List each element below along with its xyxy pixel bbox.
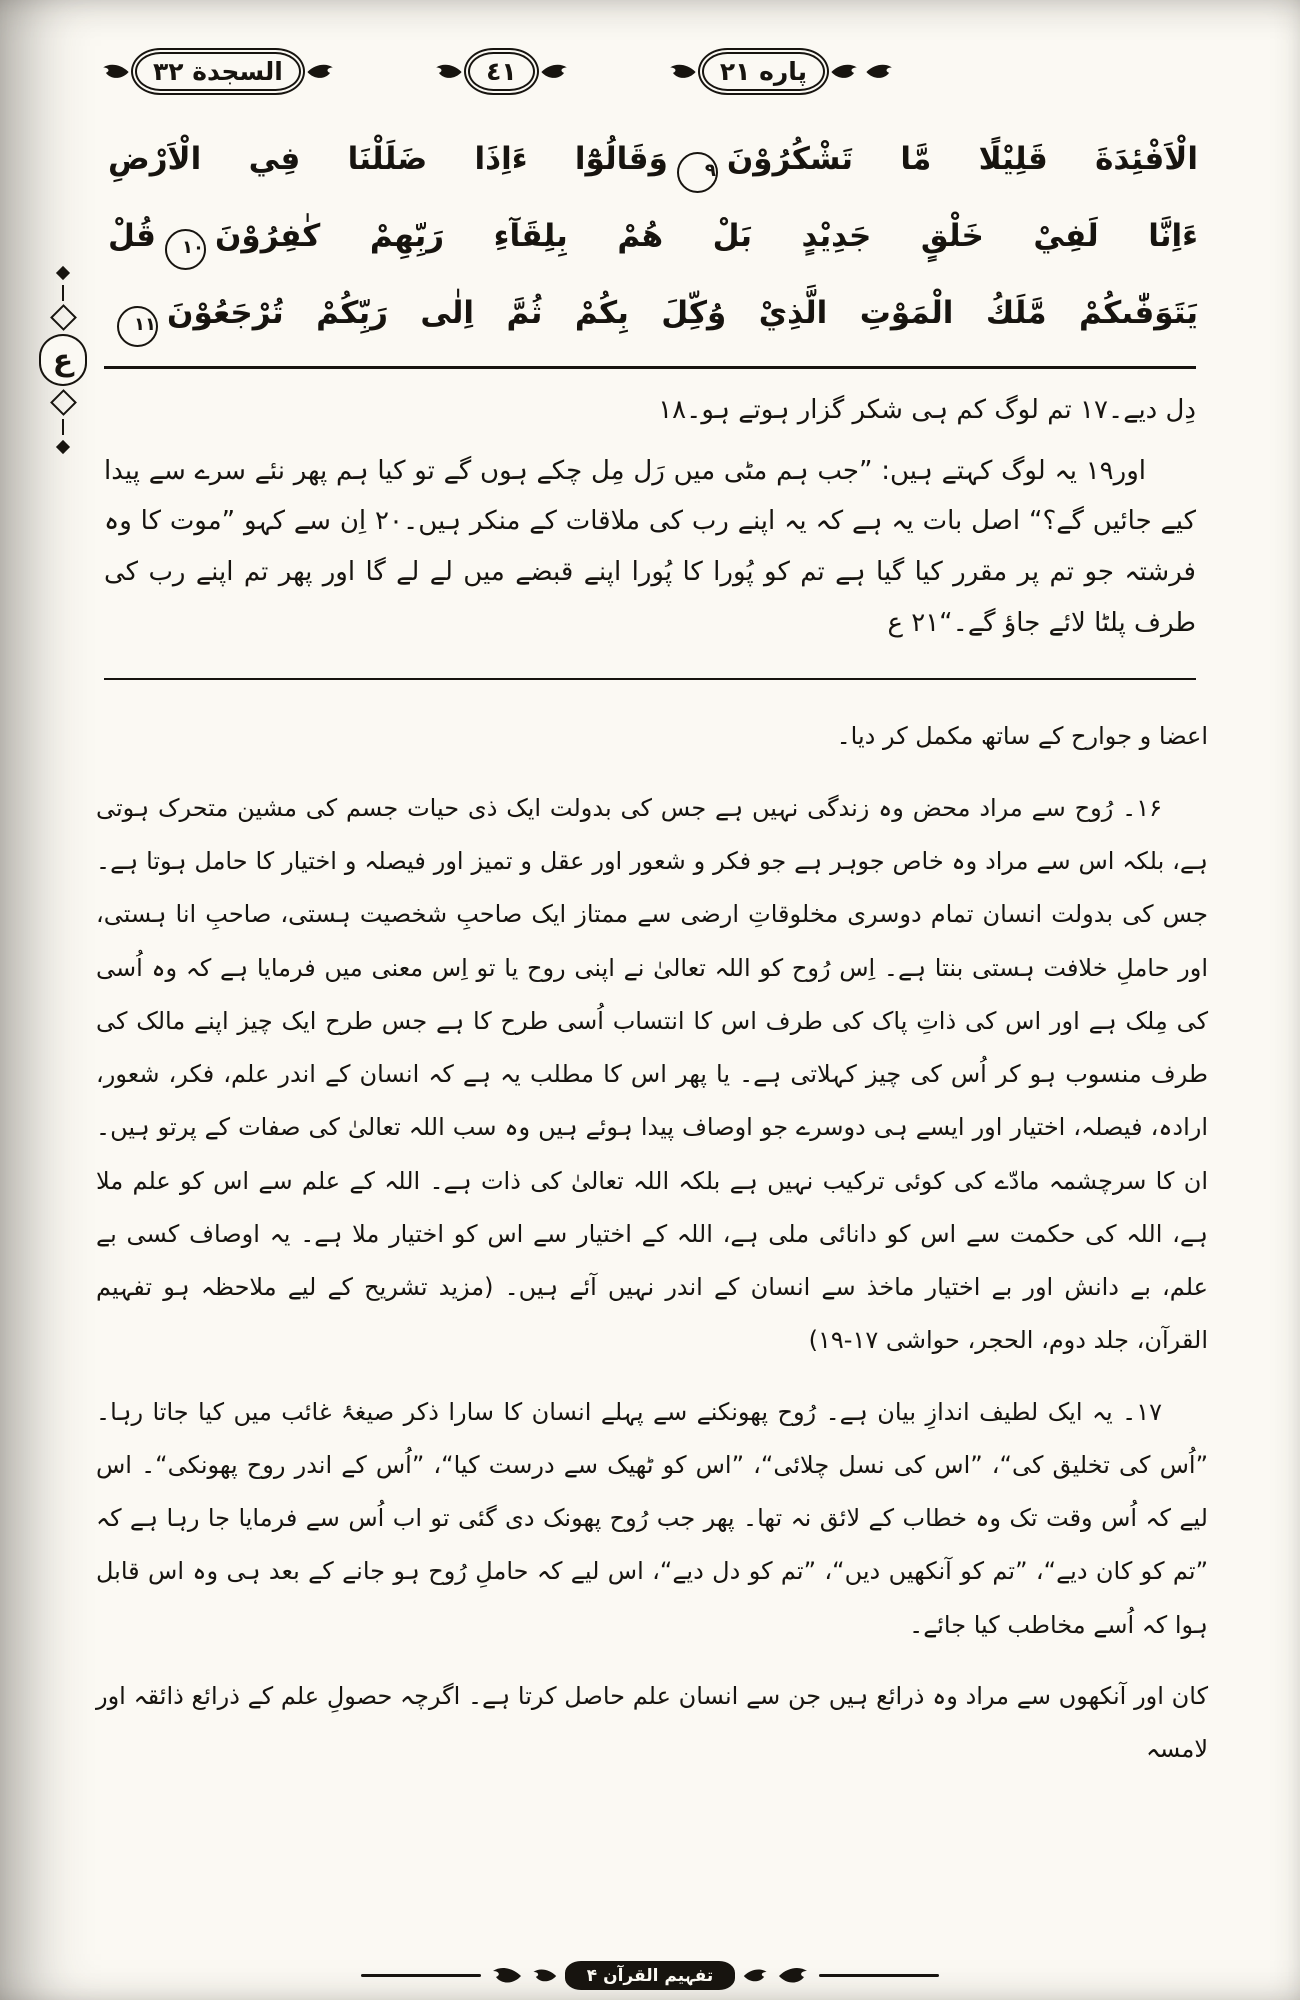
quran-text: قُلْ	[108, 218, 156, 254]
translation-block	[104, 385, 1196, 648]
flourish-icon	[306, 62, 336, 82]
divider-translation-commentary	[104, 678, 1196, 680]
diamond-ornament-icon	[50, 304, 77, 331]
diamond-ornament-icon	[56, 440, 70, 454]
divider-quran-translation	[104, 366, 1196, 369]
page-number-label: ٤١	[468, 52, 535, 91]
quran-text: ءَاِنَّا لَفِيْ خَلْقٍ جَدِيْدٍ بَلْ هُمْ بِلِقَآءِ رَبِّهِمْ كٰفِرُوْنَ	[214, 218, 1198, 254]
flourish-icon	[830, 62, 860, 82]
ayah-number: ١٠	[165, 229, 206, 270]
ruku-marker	[34, 268, 92, 452]
page-number-badge	[433, 52, 570, 91]
ayah-number: ٩	[677, 152, 718, 193]
ornament-stem	[62, 285, 65, 301]
flourish-icon	[667, 62, 697, 82]
page-header	[100, 52, 895, 91]
quran-line-1	[108, 121, 1198, 198]
page-footer	[0, 1961, 1300, 1990]
diamond-ornament-icon	[50, 389, 77, 416]
book-title: تفہیم القرآن ۴	[565, 1961, 735, 1990]
quran-text: يَتَوَفّٰىكُمْ مَّلَكُ الْمَوْتِ الَّذِيْ وُكِّلَ بِكُمْ ثُمَّ اِلٰى رَبِّكُمْ تُرْجَعُوْنَ	[167, 295, 1198, 331]
flourish-icon	[433, 62, 463, 82]
ornament-stem	[62, 419, 65, 435]
juz-badge	[667, 52, 895, 91]
flourish-icon	[540, 62, 570, 82]
commentary-block	[96, 710, 1208, 1776]
flourish-icon	[100, 62, 130, 82]
flourish-icon	[865, 62, 895, 82]
quran-text: الْاَفْئِدَةَ قَلِيْلًا مَّا تَشْكُرُوْنَ	[726, 141, 1198, 177]
flourish-icon	[743, 1967, 769, 1985]
flourish-icon	[489, 1965, 523, 1987]
commentary-note-17: ۱۷۔ یہ ایک لطیف اندازِ بیان ہے۔ رُوح پھونکنے سے پہلے انسان کا سارا ذکر صیغۂ غائب میں کیا جاتا رہا۔ ”اُس کی تخلیق کی“، ”اس کی نسل چلائی“، ”اس کو ٹھیک سے درست کیا“، ”اُس کے اندر روح پھونکی“۔ اس لیے کہ اُس وقت تک وہ خطاب کے لائق نہ تھا۔ پھر جب رُوح پھونک دی گئی تو اب اُس سے فرمایا جا رہا ہے کہ ”تم کو کان دیے“، ”تم کو آنکھیں دیں“، ”تم کو دل دیے“، اس لیے کہ حاملِ رُوح ہو جانے کے بعد ہی وہ اس قابل ہوا کہ اُسے مخاطب کیا جائے۔	[96, 1397, 1208, 1639]
flourish-icon	[531, 1967, 557, 1985]
commentary-paragraph: کان اور آنکھوں سے مراد وہ ذرائع ہیں جن سے انسان علم حاصل کرتا ہے۔ اگرچہ حصولِ علم کے ذرائع ذائقہ اور لامسہ	[96, 1681, 1208, 1764]
ayah-number: ١١	[117, 306, 158, 347]
flourish-icon	[777, 1965, 811, 1987]
quran-text-block	[108, 121, 1198, 352]
diamond-ornament-icon	[56, 266, 70, 280]
ruku-letter: ع	[39, 334, 87, 386]
quran-text: وَقَالُوْٓا ءَاِذَا ضَلَلْنَا فِي الْاَرْضِ	[108, 141, 668, 177]
juz-label: پاره ٢١	[702, 52, 825, 91]
footer-ornament	[361, 1961, 939, 1990]
commentary-note-16: ۱۶۔ رُوح سے مراد محض وہ زندگی نہیں ہے جس کی بدولت ایک ذی حیات جسم کی مشین متحرک ہوتی ہے، بلکہ اس سے مراد وہ خاص جوہر ہے جو فکر و شعور اور عقل و تمیز اور فیصلہ و اختیار کا حامل ہوتا ہے۔ جس کی بدولت انسان تمام دوسری مخلوقاتِ ارضی سے ممتاز ایک صاحبِ شخصیت ہستی، صاحبِ انا ہستی، اور حاملِ خلافت ہستی بنتا ہے۔ اِس رُوح کو اللہ تعالیٰ نے اپنی روح یا تو اِس معنی میں فرمایا ہے کہ وہ اُسی کی مِلک ہے اور اس کی ذاتِ پاک کی طرف اس کا انتساب اُسی طرح کا ہے جس طرح ایک چیز اپنے مالک کی طرف منسوب ہو کر اُس کی چیز کہلاتی ہے۔ یا پھر اس کا مطلب یہ ہے کہ انسان کے اندر علم، فکر، شعور، ارادہ، فیصلہ، اختیار اور ایسے ہی دوسرے جو اوصاف پیدا ہوئے ہیں وہ سب اللہ تعالیٰ کی صفات کے پرتو ہیں۔ ان کا سرچشمہ مادّے کی کوئی ترکیب نہیں ہے بلکہ اللہ تعالیٰ کی ذات ہے۔ اللہ کے علم سے اس کو علم ملا ہے، اللہ کی حکمت سے اس کو دانائی ملی ہے، اللہ کے اختیار سے اس کو اختیار ملا ہے۔ یہ اوصاف کسی بے علم، بے دانش اور بے اختیار ماخذ سے انسان کے اندر نہیں آئے ہیں۔ (مزید تشریح کے لیے ملاحظہ ہو تفہیم القرآن، جلد دوم، الحجر، حواشی ۱۷-۱۹)	[96, 793, 1208, 1355]
footer-rule	[361, 1974, 481, 1977]
commentary-continuation: اعضا و جوارح کے ساتھ مکمل کر دیا۔	[836, 722, 1208, 751]
surah-name-label: السجدة ٣٢	[135, 52, 301, 91]
translation-paragraph: اور۱۹ یہ لوگ کہتے ہیں: ”جب ہم مٹی میں رَل مِل چکے ہوں گے تو کیا ہم پھر نئے سرے سے پیدا کیے جائیں گے؟“ اصل بات یہ ہے کہ یہ اپنے رب کی ملاقات کے منکر ہیں۔۲۰ اِن سے کہو ”موت کا وہ فرشتہ جو تم پر مقرر کیا گیا ہے تم کو پُورا کا پُورا اپنے قبضے میں لے لے گا اور پھر تم اپنے رب کی طرف پلٹا لائے جاؤ گے۔“۲۱ ع	[104, 455, 1196, 638]
quran-line-3	[108, 275, 1198, 352]
translation-paragraph: دِل دیے۔۱۷ تم لوگ کم ہی شکر گزار ہوتے ہو۔۱۸	[658, 395, 1196, 425]
surah-name-badge	[100, 52, 336, 91]
quran-line-2	[108, 198, 1198, 275]
footer-rule	[819, 1974, 939, 1977]
